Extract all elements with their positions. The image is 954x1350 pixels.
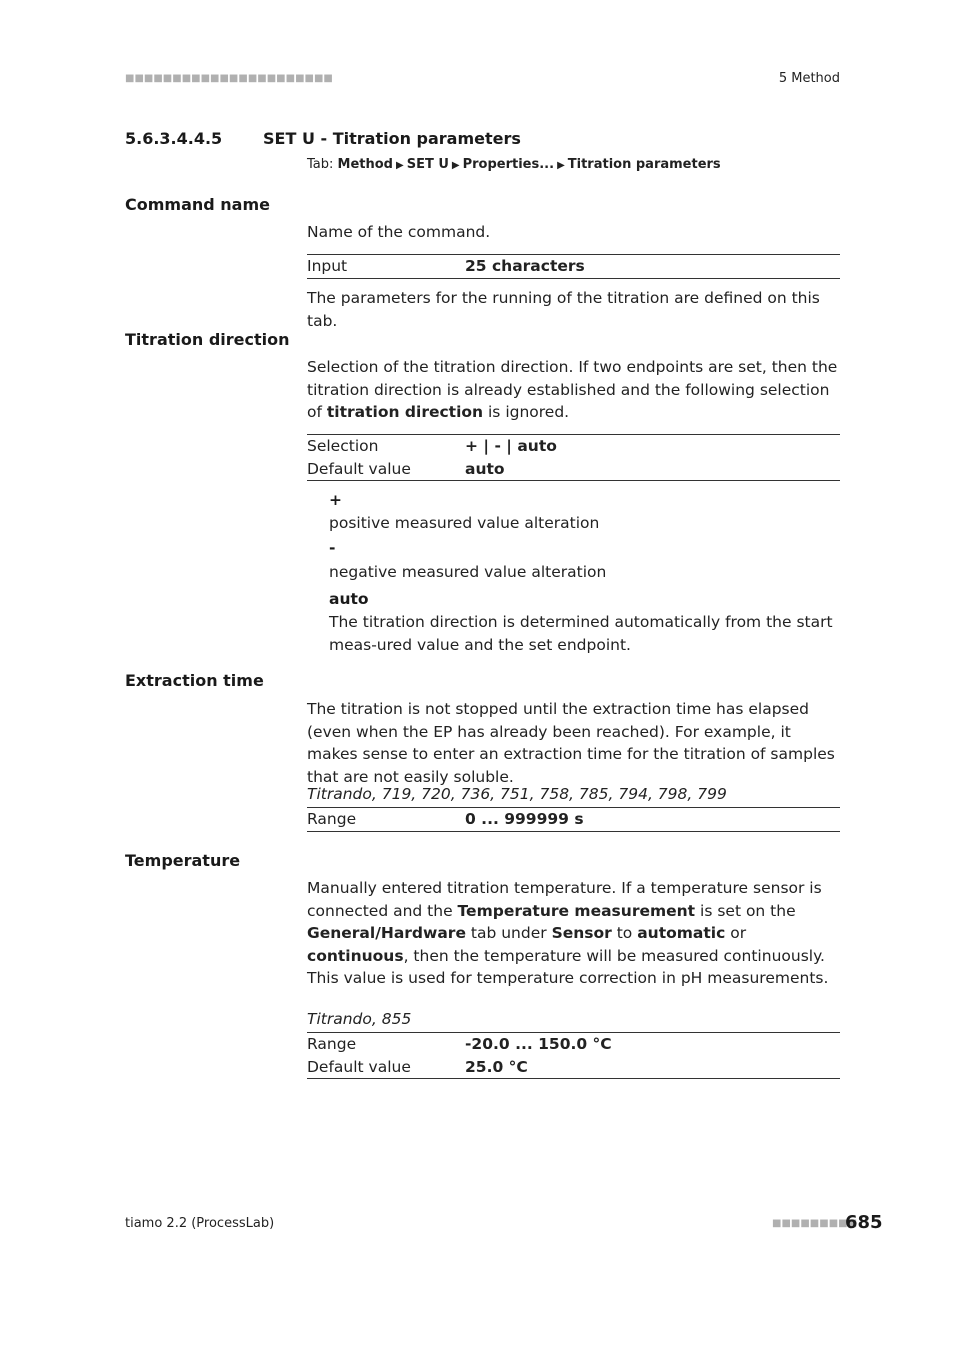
- breadcrumb-item: Method: [337, 157, 393, 172]
- extraction-time-description: The titration is not stopped until the extraction time has elapsed (even when the EP has already been reached). For example, it makes sense to enter an extraction time for the titration of samples that are not easily soluble.: [307, 700, 835, 786]
- table-row: [307, 808, 840, 831]
- table-value: auto: [465, 459, 505, 478]
- option-term: -: [329, 539, 336, 557]
- table-row: [307, 458, 840, 481]
- titration-direction-heading: Titration direction: [125, 330, 290, 349]
- table-value: + | - | auto: [465, 437, 557, 455]
- option-description: The titration direction is determined automatically from the start meas-ured value and the set endpoint.: [329, 613, 833, 654]
- table-value: 0 ... 999999 s: [465, 810, 584, 828]
- header-decoration: ■■■■■■■■■■■■■■■■■■■■■■: [125, 73, 333, 84]
- extraction-time-devices: Titrando, 719, 720, 736, 751, 758, 785, 794, 798, 799: [307, 785, 727, 803]
- text-run: is set on the: [695, 901, 796, 920]
- text-run: is ignored.: [483, 403, 570, 421]
- table-value: 25 characters: [465, 257, 585, 275]
- command-name-table: [307, 254, 840, 279]
- table-value: -20.0 ... 150.0 °C: [465, 1035, 612, 1053]
- footer-decoration: ■■■■■■■■■: [772, 1218, 858, 1229]
- section-title: SET U - Titration parameters: [263, 129, 521, 148]
- breadcrumb-item: SET U: [406, 157, 449, 172]
- option-description: positive measured value alteration: [329, 514, 600, 532]
- tab-breadcrumb: [307, 157, 721, 172]
- table-key: Selection: [307, 437, 379, 455]
- text-run: to: [611, 924, 638, 942]
- text-run-bold: Temperature measurement: [457, 901, 696, 920]
- option-term: auto: [329, 590, 369, 608]
- table-row: [307, 1033, 840, 1056]
- titration-direction-table: [307, 434, 840, 481]
- command-name-after: The parameters for the running of the titration are defined on this tab.: [307, 289, 820, 330]
- option-description: negative measured value alteration: [329, 563, 607, 581]
- table-row: [307, 255, 840, 278]
- text-run: , then the temperature will be measured continuously. This value is used for temperature correction in pH measurements.: [307, 946, 829, 987]
- page-number: 685: [845, 1212, 883, 1233]
- tab-prefix: Tab:: [307, 157, 334, 172]
- extraction-time-table: [307, 807, 840, 832]
- temperature-heading: Temperature: [125, 851, 241, 870]
- text-run: or: [725, 924, 747, 942]
- text-run-bold: General/Hardware: [307, 924, 466, 942]
- command-name-heading: Command name: [125, 195, 270, 214]
- breadcrumb-arrow-icon: ▶: [396, 160, 404, 171]
- temperature-description: [307, 877, 842, 990]
- footer-product: tiamo 2.2 (ProcessLab): [125, 1216, 275, 1231]
- text-run: Manually entered titration temperature. If a temperature sensor is connected and the: [307, 879, 822, 920]
- text-run-bold: Sensor: [551, 924, 612, 942]
- text-run: tab under: [465, 924, 552, 942]
- breadcrumb-arrow-icon: ▶: [451, 160, 460, 171]
- text-run-bold: automatic: [637, 924, 726, 942]
- table-row: [307, 1056, 840, 1079]
- text-run: Selection of the titration direction. If two endpoints are set, then the titration direction is already established and the following selection of: [307, 358, 838, 421]
- text-run-bold: titration direction: [326, 403, 484, 421]
- table-value: 25.0 °C: [465, 1057, 528, 1076]
- table-key: Range: [307, 810, 357, 828]
- text-run-bold: continuous: [307, 946, 404, 965]
- command-name-description: Name of the command.: [307, 223, 491, 241]
- extraction-time-heading: Extraction time: [125, 671, 264, 690]
- section-number: 5.6.3.4.4.5: [125, 129, 223, 148]
- table-key: Input: [307, 257, 348, 275]
- table-key: Range: [307, 1035, 357, 1053]
- breadcrumb-arrow-icon: ▶: [557, 160, 565, 171]
- table-key: Default value: [307, 1057, 411, 1076]
- breadcrumb-item: Titration parameters: [567, 157, 721, 172]
- temperature-devices: Titrando, 855: [307, 1010, 412, 1028]
- table-row: [307, 435, 840, 458]
- option-term: +: [329, 491, 342, 509]
- temperature-table: [307, 1032, 840, 1079]
- chapter-title: 5 Method: [778, 71, 840, 86]
- breadcrumb-item: Properties...: [462, 157, 555, 172]
- titration-direction-description: [307, 356, 842, 424]
- table-key: Default value: [307, 459, 411, 478]
